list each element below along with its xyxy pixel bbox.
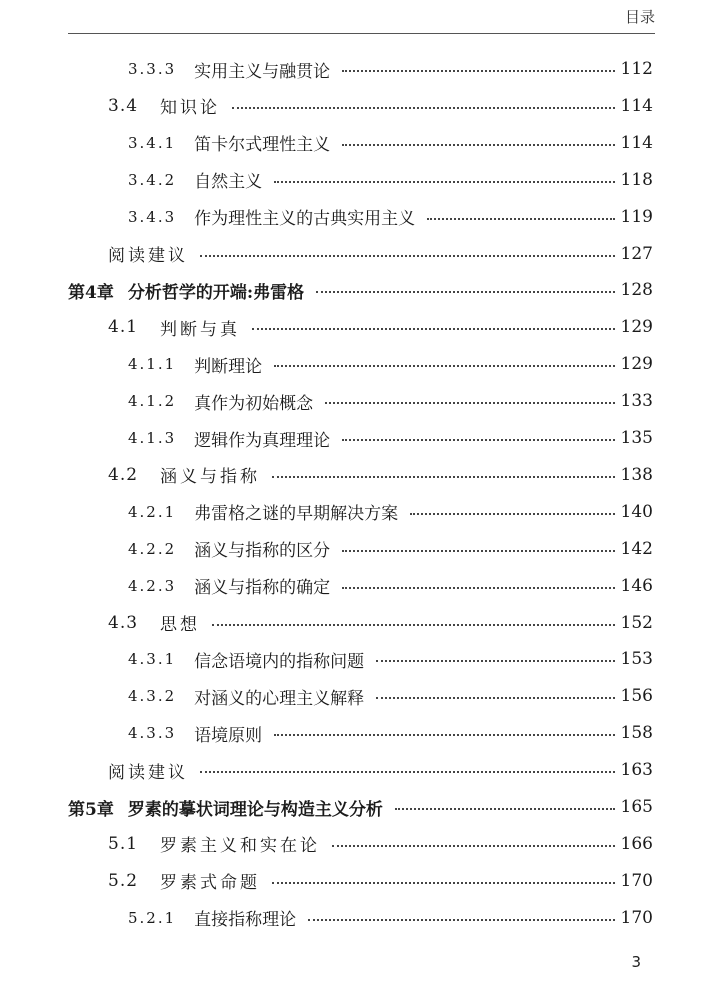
dot-leader — [200, 255, 615, 257]
toc-entry-number: 5.2.1 — [128, 908, 177, 927]
dot-leader — [274, 181, 614, 183]
toc-entry-number: 4.3 — [108, 612, 139, 633]
toc-entry — [108, 91, 653, 121]
toc-entry-page: 163 — [620, 760, 653, 781]
toc-entry-number: 第4章 — [68, 282, 114, 303]
toc-entry-title: 罗素式命题 — [160, 873, 261, 894]
toc-entry-page: 156 — [620, 686, 653, 707]
toc-entry-title: 判断与真 — [160, 319, 241, 340]
dot-leader — [395, 808, 615, 810]
dot-leader — [272, 476, 615, 478]
dot-leader — [252, 328, 615, 330]
dot-leader — [274, 734, 614, 736]
toc-entry-title: 笛卡尔式理性主义 — [194, 135, 331, 156]
toc-entry-page: 112 — [620, 59, 653, 79]
toc-entry — [108, 239, 653, 269]
toc-entry-page: 129 — [620, 354, 653, 375]
toc-entry-page: 128 — [620, 280, 653, 301]
toc-entry-title: 涵义与指称的区分 — [194, 541, 331, 562]
toc-entry — [108, 755, 653, 785]
toc-entry-number: 4.1 — [108, 317, 139, 338]
toc-entry-number: 3.3.3 — [128, 60, 177, 78]
toc-entry-title: 判断理论 — [194, 356, 263, 377]
toc-entry — [128, 644, 653, 674]
toc-entry-page: 146 — [620, 575, 653, 596]
toc-entry-title: 罗素主义和实在论 — [160, 836, 321, 857]
toc-entry-number: 4.2.1 — [128, 502, 177, 521]
toc-entry — [108, 460, 653, 490]
toc-entry-page: 158 — [620, 723, 653, 744]
toc-entry-number: 4.3.2 — [128, 687, 177, 706]
toc-entry-title: 对涵义的心理主义解释 — [194, 688, 365, 709]
toc-entry-number: 4.2.3 — [128, 576, 177, 595]
toc-entry — [128, 349, 653, 379]
toc-entry-title: 实用主义与融贯论 — [194, 61, 331, 82]
toc-entry-number: 第5章 — [68, 799, 114, 820]
toc-entry-number: 3.4.3 — [128, 207, 177, 226]
toc-entry-title: 涵义与指称的确定 — [194, 578, 331, 599]
running-header-title: 目录 — [624, 8, 655, 26]
toc-entry-number: 3.4.1 — [128, 133, 177, 152]
toc-entry-title: 阅读建议 — [108, 246, 188, 266]
dot-leader — [427, 218, 614, 220]
toc-entry — [108, 312, 653, 342]
toc-entry-title: 阅读建议 — [108, 762, 188, 783]
toc-entry-page: 127 — [620, 243, 653, 264]
toc-entry-page: 142 — [620, 538, 653, 559]
toc-entry-number: 4.1.2 — [128, 392, 177, 411]
toc-entry — [128, 497, 653, 527]
toc-entry-title: 信念语境内的指称问题 — [194, 651, 365, 672]
dot-leader — [342, 550, 614, 552]
dot-leader — [272, 882, 615, 884]
dot-leader — [274, 365, 614, 367]
dot-leader — [410, 513, 614, 515]
toc-entry-number: 5.1 — [108, 833, 139, 854]
dot-leader — [308, 919, 614, 921]
toc-entry-number: 4.2.2 — [128, 539, 177, 558]
toc-entry-page: 152 — [620, 612, 653, 633]
toc-entry-page: 114 — [620, 132, 653, 153]
toc-entry-page: 170 — [620, 870, 653, 891]
toc-entry-number: 4.1.1 — [128, 355, 177, 374]
toc-entry — [128, 423, 653, 453]
dot-leader — [376, 697, 614, 699]
toc-entry-page: 153 — [620, 649, 653, 670]
toc-entry — [128, 718, 653, 748]
toc-entry — [108, 866, 653, 896]
dot-leader — [342, 70, 614, 72]
toc-entry-title: 分析哲学的开端:弗雷格 — [127, 282, 305, 303]
toc-entry-title: 思想 — [160, 615, 201, 635]
toc-entry-title: 罗素的摹状词理论与构造主义分析 — [127, 799, 383, 820]
toc-entry-page: 118 — [620, 169, 653, 190]
page-number: 3 — [631, 953, 641, 971]
toc-entry — [128, 165, 653, 195]
toc-entry-page: 170 — [620, 907, 653, 928]
toc-entry-title: 语境原则 — [194, 725, 263, 746]
header-rule — [68, 33, 655, 34]
toc-entry-title: 弗雷格之谜的早期解决方案 — [194, 504, 399, 525]
dot-leader — [332, 845, 615, 847]
toc-entry — [68, 792, 653, 822]
toc-entry-title: 逻辑作为真理理论 — [194, 430, 331, 451]
dot-leader — [376, 660, 614, 662]
toc-entry-number: 3.4.2 — [128, 170, 177, 189]
toc-entry-number: 3.4 — [108, 95, 139, 116]
toc-entry-page: 165 — [620, 797, 653, 817]
toc-entry — [128, 386, 653, 416]
toc-entry-number: 4.3.1 — [128, 650, 177, 669]
toc-entry-page: 140 — [620, 501, 653, 522]
toc-entry-page: 166 — [620, 833, 653, 854]
toc-entry — [128, 681, 653, 711]
toc-entry-number: 4.2 — [108, 464, 139, 485]
dot-leader — [325, 402, 614, 404]
toc-entry-page: 119 — [620, 206, 653, 227]
dot-leader — [342, 439, 614, 441]
toc-entry-title: 作为理性主义的古典实用主义 — [194, 209, 416, 230]
toc-entry — [108, 608, 653, 638]
toc-entry-title: 自然主义 — [194, 172, 263, 193]
toc-entry-title: 直接指称理论 — [194, 910, 297, 931]
dot-leader — [200, 771, 615, 773]
toc-entry-number: 5.2 — [108, 870, 139, 891]
toc-entry — [128, 128, 653, 158]
dot-leader — [212, 624, 615, 626]
toc-entry-page: 129 — [620, 317, 653, 338]
toc-entry — [128, 54, 653, 84]
toc-entry — [128, 534, 653, 564]
dot-leader — [232, 107, 615, 109]
toc-entry-page: 114 — [620, 95, 653, 116]
toc-entry-title: 真作为初始概念 — [194, 393, 314, 414]
dot-leader — [342, 587, 614, 589]
toc-entry — [108, 829, 653, 859]
toc-entry-page: 135 — [620, 428, 653, 448]
toc-entry-title: 知识论 — [160, 98, 221, 119]
toc-entry — [128, 202, 653, 232]
dot-leader — [316, 291, 614, 293]
toc-entry-number: 4.3.3 — [128, 724, 177, 743]
toc-entry-page: 138 — [620, 464, 653, 485]
toc-entry-page: 133 — [620, 391, 653, 412]
toc-entry-number: 4.1.3 — [128, 429, 177, 447]
toc-entry — [128, 571, 653, 601]
toc-entry — [128, 903, 653, 933]
dot-leader — [342, 144, 614, 146]
toc-entry-title: 涵义与指称 — [160, 467, 261, 488]
toc-entry — [68, 275, 653, 305]
